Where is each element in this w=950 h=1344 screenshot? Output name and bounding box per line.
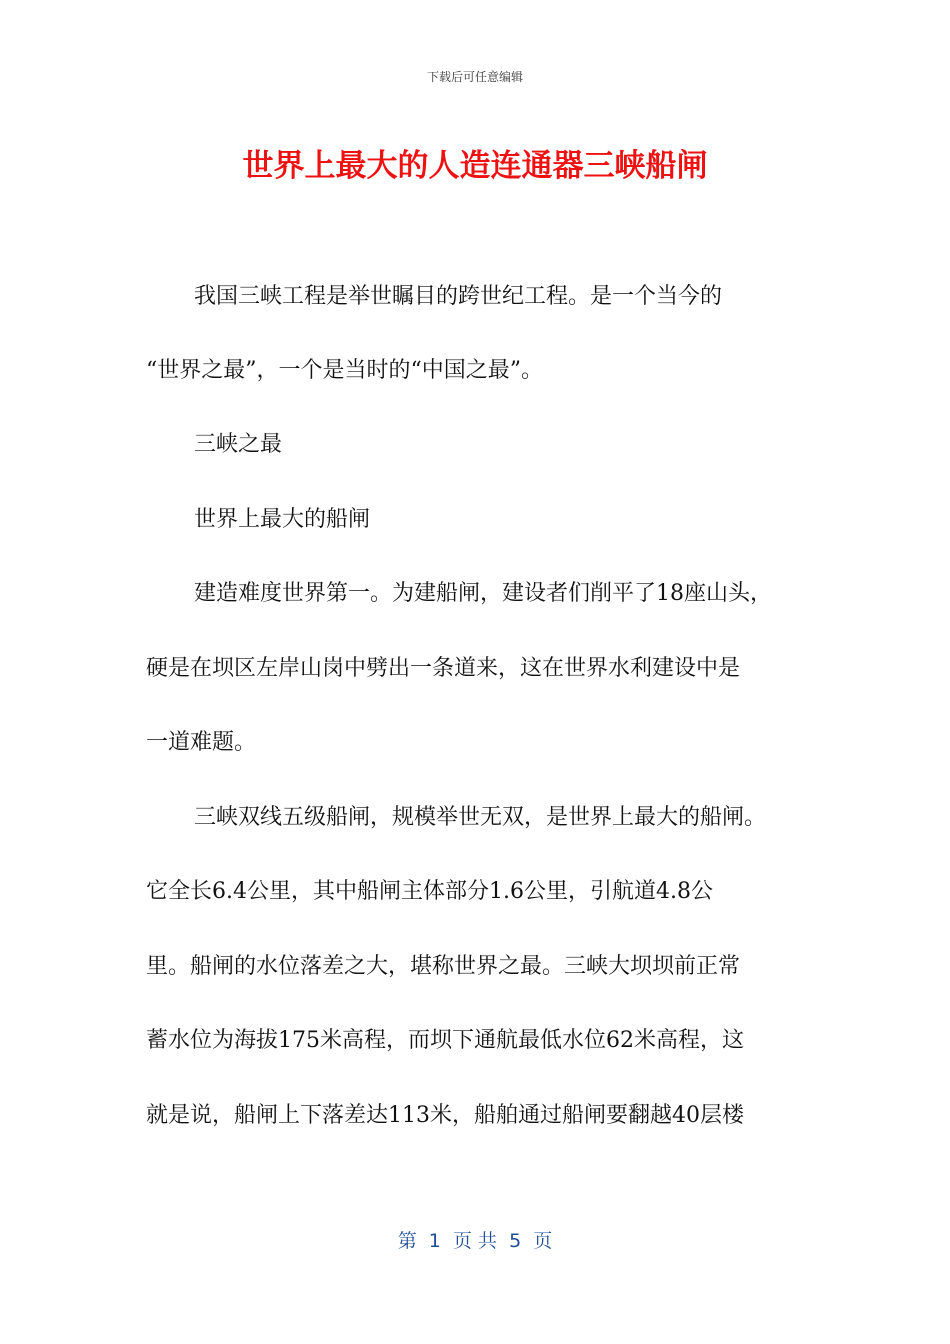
page-number: 第 1 页 共 5 页 bbox=[397, 1230, 553, 1252]
paragraph-line: 硬是在坝区左岸山岗中劈出一条道来，这在世界水利建设中是 bbox=[146, 656, 741, 681]
paragraph-line: 三峡双线五级船闸，规模举世无双，是世界上最大的船闸。 bbox=[194, 805, 767, 830]
paragraph-line: 里。船闸的水位落差之大，堪称世界之最。三峡大坝坝前正常 bbox=[146, 954, 741, 979]
header-note: 下载后可任意编辑 bbox=[426, 70, 523, 84]
section-heading: 三峡之最 bbox=[194, 432, 283, 457]
paragraph-line: 建造难度世界第一。为建船闸，建设者们削平了18座山头， bbox=[194, 581, 772, 606]
paragraph-line: 它全长6.4公里，其中船闸主体部分1.6公里，引航道4.8公 bbox=[146, 879, 713, 904]
section-heading: 世界上最大的船闸 bbox=[194, 507, 371, 532]
paragraph-line: 一道难题。 bbox=[146, 730, 257, 755]
paragraph-line: 蓄水位为海拔175米高程，而坝下通航最低水位62米高程，这 bbox=[146, 1028, 744, 1053]
paragraph-line: 就是说，船闸上下落差达113米，船舶通过船闸要翻越40层楼 bbox=[146, 1103, 744, 1128]
paragraph-line: “世界之最”，一个是当时的“中国之最”。 bbox=[146, 358, 543, 383]
paragraph-line: 我国三峡工程是举世瞩目的跨世纪工程。是一个当今的 bbox=[194, 284, 723, 309]
document-title: 世界上最大的人造连通器三峡船闸 bbox=[242, 148, 708, 184]
